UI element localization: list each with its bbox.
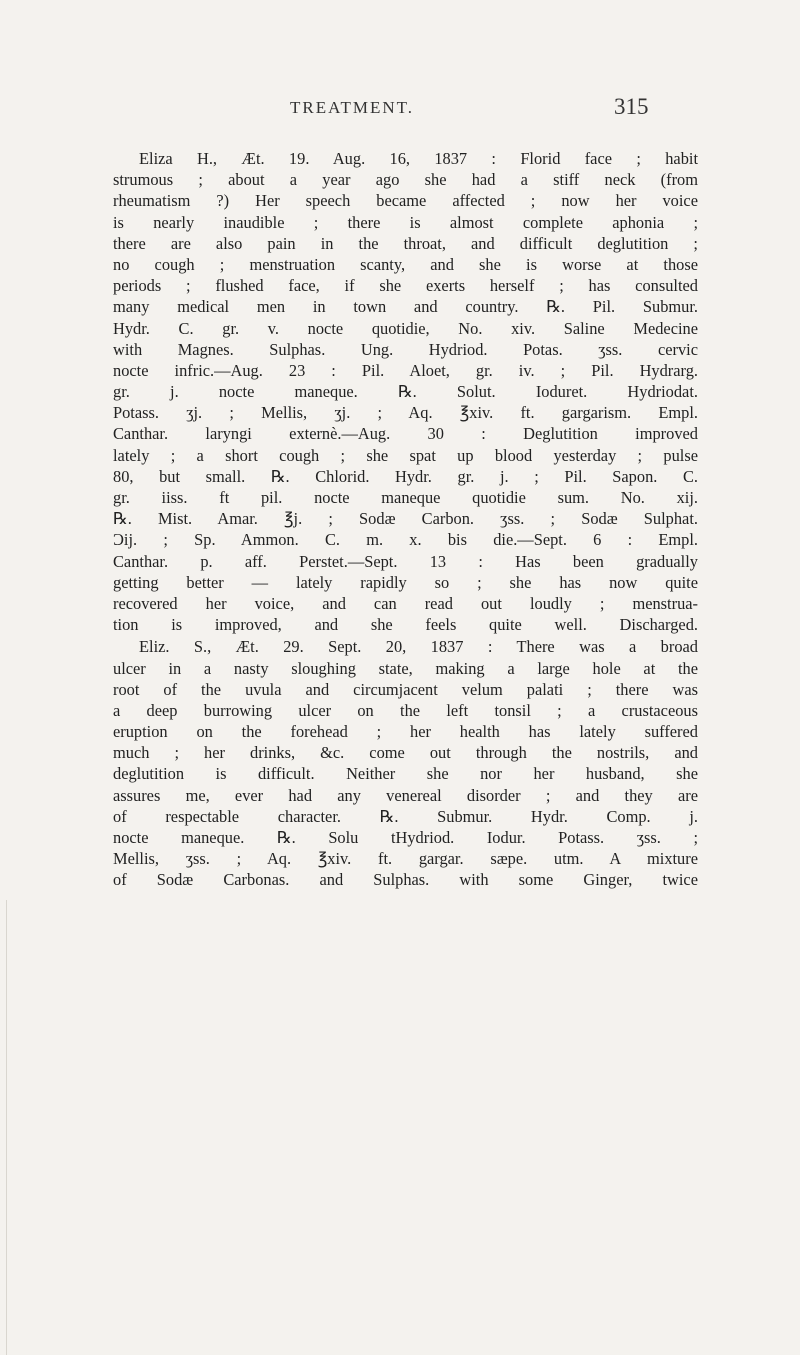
text-line: Mellis, ʒss. ; Aq. ℥xiv. ft. gargar. sæpe. utm. A mixture [113, 849, 698, 869]
text-line: is nearly inaudible ; there is almost complete aphonia ; [113, 212, 698, 232]
text-line: 80, but small. ℞. Chlorid. Hydr. gr. j. ; Pil. Sapon. C. [113, 466, 698, 486]
margin-rule [6, 900, 7, 1355]
text-line: lately ; a short cough ; she spat up blood yesterday ; pulse [113, 445, 698, 465]
text-line: Potass. ʒj. ; Mellis, ʒj. ; Aq. ℥xiv. ft. gargarism. Empl. [113, 403, 698, 423]
text-line: of Sodæ Carbonas. and Sulphas. with some Ginger, twice [113, 870, 698, 890]
body-text [113, 148, 698, 891]
text-line: ulcer in a nasty sloughing state, making a large hole at the [113, 658, 698, 678]
text-line: Eliza H., Æt. 19. Aug. 16, 1837 : Florid face ; habit [139, 149, 698, 168]
text-line: root of the uvula and circumjacent velum palati ; there was [113, 679, 698, 699]
case-paragraph-eliz-s [113, 636, 698, 890]
running-head [0, 94, 800, 128]
text-line: of respectable character. ℞. Submur. Hydr. Comp. j. [113, 806, 698, 826]
text-line: Hydr. C. gr. v. nocte quotidie, No. xiv. Saline Medecine [113, 318, 698, 338]
text-line: deglutition is difficult. Neither she nor her husband, she [113, 764, 698, 784]
text-line: nocte infric.—Aug. 23 : Pil. Aloet, gr. iv. ; Pil. Hydrarg. [113, 360, 698, 380]
text-line: tion is improved, and she feels quite well. Discharged. [113, 615, 698, 635]
text-line: gr. j. nocte maneque. ℞. Solut. Ioduret. Hydriodat. [113, 382, 698, 402]
text-line: no cough ; menstruation scanty, and she is worse at those [113, 254, 698, 274]
text-line: a deep burrowing ulcer on the left tonsil ; a crustaceous [113, 700, 698, 720]
text-line: with Magnes. Sulphas. Ung. Hydriod. Potas. ʒss. cervic [113, 339, 698, 359]
text-line: much ; her drinks, &c. come out through the nostrils, and [113, 743, 698, 763]
text-line: Ɔij. ; Sp. Ammon. C. m. x. bis die.—Sept. 6 : Empl. [113, 530, 698, 550]
text-line: many medical men in town and country. ℞. Pil. Submur. [113, 297, 698, 317]
text-line: recovered her voice, and can read out loudly ; menstrua- [113, 593, 698, 613]
text-line: there are also pain in the throat, and difficult deglutition ; [113, 233, 698, 253]
text-line: Canthar. p. aff. Perstet.—Sept. 13 : Has been gradually [113, 551, 698, 571]
text-line: rheumatism ?) Her speech became affected ; now her voice [113, 191, 698, 211]
text-line: getting better — lately rapidly so ; she has now quite [113, 572, 698, 592]
case-paragraph-eliza-h [113, 148, 698, 635]
text-line: periods ; flushed face, if she exerts herself ; has consulted [113, 276, 698, 296]
text-line: ℞. Mist. Amar. ℥j. ; Sodæ Carbon. ʒss. ; Sodæ Sulphat. [113, 509, 698, 529]
page-number: 315 [614, 94, 649, 119]
text-line: Eliz. S., Æt. 29. Sept. 20, 1837 : There was a broad [139, 637, 698, 657]
running-title: TREATMENT. [290, 98, 415, 117]
text-line: Canthar. laryngi externè.—Aug. 30 : Deglutition improved [113, 424, 698, 444]
text-line: strumous ; about a year ago she had a stiff neck (from [113, 170, 698, 190]
text-line: nocte maneque. ℞. Solu tHydriod. Iodur. Potass. ʒss. ; [113, 828, 698, 847]
text-line: eruption on the forehead ; her health has lately suffered [113, 722, 698, 742]
text-line: assures me, ever had any venereal disorder ; and they are [113, 785, 698, 805]
text-line: gr. iiss. ft pil. nocte maneque quotidie sum. No. xij. [113, 488, 698, 507]
